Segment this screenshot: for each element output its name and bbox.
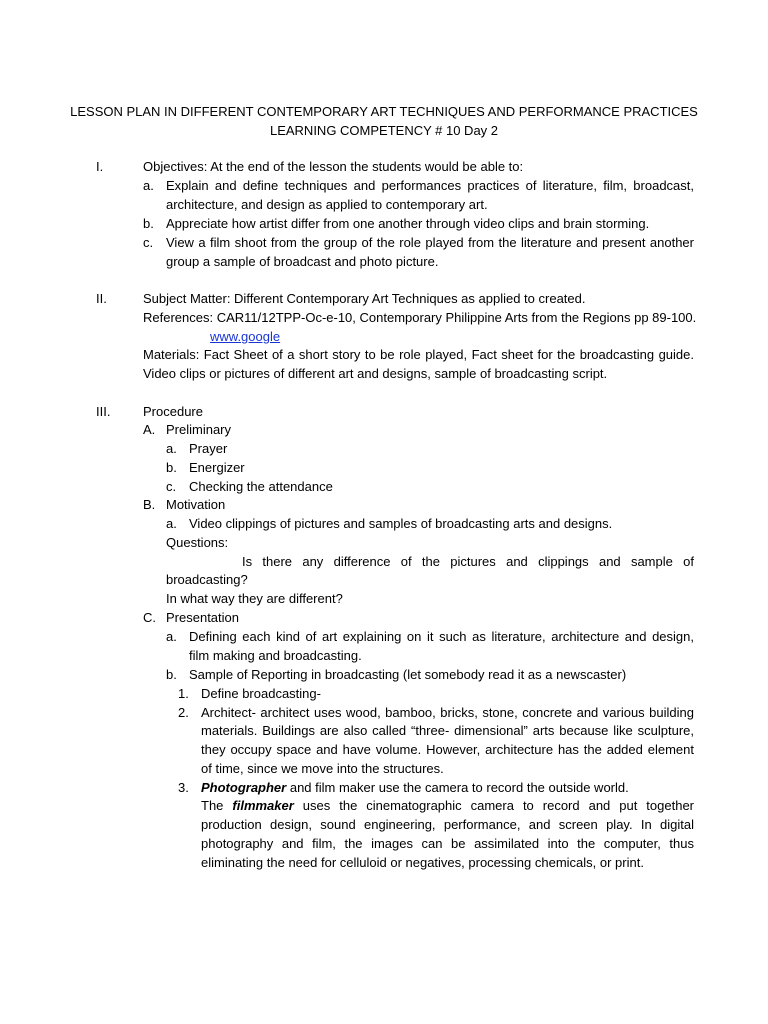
objective-a-line-1: Explain and define techniques and performances practices of literature, film, broadcast, bbox=[166, 178, 694, 193]
presentation-b-text: Sample of Reporting in broadcasting (let somebody read it as a newscaster) bbox=[189, 667, 627, 682]
list-marker: 2. bbox=[178, 705, 189, 720]
document-title: LESSON PLAN IN DIFFERENT CONTEMPORARY ART TECHNIQUES AND PERFORMANCE PRACTICES bbox=[70, 104, 698, 119]
section-numeral-2: II. bbox=[96, 291, 107, 306]
list-item: Energizer bbox=[189, 460, 245, 475]
list-marker: a. bbox=[166, 516, 177, 531]
numbered-item-1: Define broadcasting- bbox=[201, 686, 321, 701]
list-marker: B. bbox=[143, 497, 156, 512]
filmmaker-line-3: photography and film, the images can be assimilated into the computer, thus bbox=[201, 836, 694, 851]
objective-b-line-1: Appreciate how artist differ from one another through video clips and brain storming. bbox=[166, 216, 650, 231]
photographer-term: Photographer bbox=[201, 780, 287, 795]
list-item: Checking the attendance bbox=[189, 479, 333, 494]
section-numeral-1: I. bbox=[96, 159, 104, 174]
list-marker: A. bbox=[143, 422, 156, 437]
numbered-item-2-line-3: they occupy space and have volume. However, architecture has the added element bbox=[201, 742, 694, 757]
list-marker: b. bbox=[166, 667, 177, 682]
numbered-item-2-line-2: materials. Buildings are also called “three- dimensional” arts because like sculpture, bbox=[201, 723, 694, 738]
question-2: In what way they are different? bbox=[166, 591, 343, 606]
list-marker: a. bbox=[166, 629, 177, 644]
motivation-item-a: Video clippings of pictures and samples of broadcasting arts and designs. bbox=[189, 516, 613, 531]
references-line: References: CAR11/12TPP-Oc-e-10, Contemporary Philippine Arts from the Regions pp 89-100. bbox=[143, 310, 697, 325]
materials-line-1: Materials: Fact Sheet of a short story to be role played, Fact sheet for the broadcasting guide. bbox=[143, 347, 694, 362]
numbered-item-3-rest: and film maker use the camera to record the outside world. bbox=[286, 780, 629, 795]
list-marker: b. bbox=[166, 460, 177, 475]
procedure-heading: Procedure bbox=[143, 404, 203, 419]
question-1-line-1: Is there any difference of the pictures and clippings and sample of bbox=[242, 554, 694, 569]
list-marker: c. bbox=[143, 235, 154, 250]
list-marker: a. bbox=[143, 178, 154, 193]
list-marker: b. bbox=[143, 216, 154, 231]
numbered-item-3 bbox=[201, 780, 629, 796]
list-item: Prayer bbox=[189, 441, 228, 456]
question-1-line-2: broadcasting? bbox=[166, 572, 248, 587]
objectives-heading: Objectives: At the end of the lesson the students would be able to: bbox=[143, 159, 524, 174]
list-marker: c. bbox=[166, 479, 177, 494]
filmmaker-line-4: eliminating the need for celluloid or negatives, processing chemicals, or print. bbox=[201, 855, 644, 870]
numbered-item-2-line-4: of time, since we move into the structures. bbox=[201, 761, 444, 776]
numbered-item-2-line-1: Architect- architect uses wood, bamboo, bricks, stone, concrete and various building bbox=[201, 705, 694, 720]
presentation-a-line-1: Defining each kind of art explaining on it such as literature, architecture and design, bbox=[189, 629, 694, 644]
presentation-a-line-2: film making and broadcasting. bbox=[189, 648, 362, 663]
filmmaker-the: The bbox=[201, 798, 233, 813]
document-subtitle: LEARNING COMPETENCY # 10 Day 2 bbox=[269, 123, 499, 138]
section-numeral-3: III. bbox=[96, 404, 111, 419]
list-marker: 3. bbox=[178, 780, 189, 795]
motivation-label: Motivation bbox=[166, 497, 226, 512]
subject-matter-line: Subject Matter: Different Contemporary Art Techniques as applied to created. bbox=[143, 291, 586, 306]
preliminary-label: Preliminary bbox=[166, 422, 232, 437]
objective-c-line-2: group a sample of broadcast and photo picture. bbox=[166, 254, 439, 269]
objective-c-line-1: View a film shoot from the group of the role played from the literature and present another bbox=[166, 235, 694, 250]
objective-a-line-2: architecture, and design as applied to contemporary art. bbox=[166, 197, 488, 212]
filmmaker-line-2: production design, sound engineering, performance, and screen play. In digital bbox=[201, 817, 694, 832]
presentation-label: Presentation bbox=[166, 610, 239, 625]
filmmaker-term: filmmaker bbox=[232, 798, 294, 813]
list-marker: C. bbox=[143, 610, 156, 625]
filmmaker-line-1 bbox=[201, 798, 694, 814]
list-marker: 1. bbox=[178, 686, 189, 701]
reference-link[interactable]: www.google bbox=[210, 329, 281, 344]
list-marker: a. bbox=[166, 441, 177, 456]
materials-line-2: Video clips or pictures of different art and designs, sample of broadcasting script. bbox=[143, 366, 608, 381]
filmmaker-rest: uses the cinematographic camera to record and put together bbox=[293, 798, 695, 813]
questions-label: Questions: bbox=[166, 535, 229, 550]
